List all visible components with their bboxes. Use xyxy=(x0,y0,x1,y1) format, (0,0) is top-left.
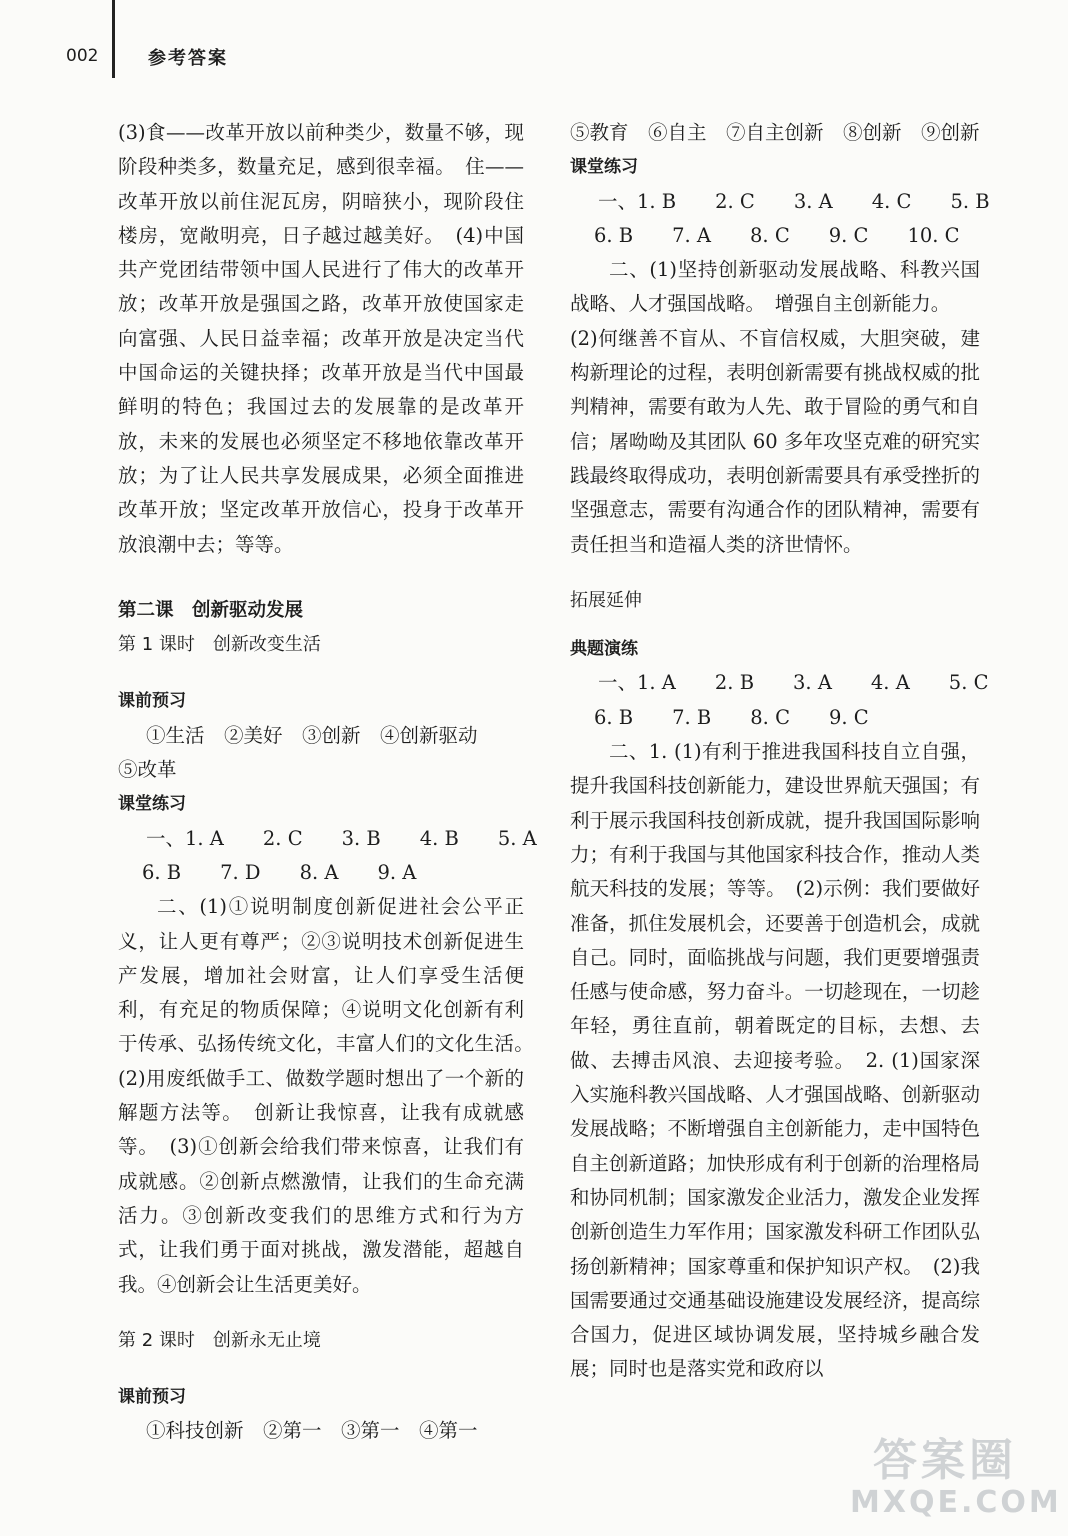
watermark-text: 答案圈 xyxy=(873,1435,1017,1486)
answer-row: ⑤改革 xyxy=(118,758,177,782)
extension-title: 拓展延伸 xyxy=(570,589,642,611)
answer-paragraph: (3)食——改革开放以前种类少，数量不够，现阶段种类多，数量充足，感到很幸福。 住——改革开放以前住泥瓦房，阴暗狭小，现阶段住楼房，宽敞明亮，日子越过越美好。 (4)中国共产党团结带领中国人民进行了伟大的改革开放；改革开放是强国之路，改革开放使国家走向富强、人民日益幸福；改革开放是决定当代中国命运的关键抉择；改革开放是当代中国最鲜明的特色；我国过去的发展靠的是改革开放，未来的发展也必须坚定不移地依靠改革开放；为了让人民共享发展成果，必须全面推进改革开放；坚定改革开放信心，投身于改革开放浪潮中去；等等。 xyxy=(118,121,524,556)
left-column xyxy=(118,116,544,1449)
watermark-logo xyxy=(850,1435,1062,1526)
page-header-title: 参考答案 xyxy=(148,48,228,69)
answer-paragraph: 二、(1)①说明制度创新促进社会公平正义，让人更有尊严；②③说明技术创新促进生产发展，增加社会财富，让人们享受生活便利，有充足的物质保障；④说明文化创新有利于传承、弘扬传统文化，丰富人们的文化生活。 (2)用废纸做手工、做数学题时想出了一个新的解题方法等。 创新让我惊喜，让我有成就感等。 (3)①创新会给我们带来惊喜，让我们有成就感。②创新点燃激情，让我们的生命充满活力。③创新改变我们的思维方式和行为方式，让我们勇于面对挑战，激发潜能，超越自我。④创新会让生活更美好。 xyxy=(118,895,544,1296)
answer-row: ⑤教育 ⑥自主 ⑦自主创新 ⑧创新 ⑨创新 xyxy=(570,121,980,144)
right-column xyxy=(570,116,990,1387)
section-label: 课堂练习 xyxy=(118,794,186,815)
page-number: 002 xyxy=(66,46,99,66)
period-title: 第 2 课时 创新永无止境 xyxy=(118,1329,321,1351)
answer-paragraph: (2)何继善不盲从、不盲信权威，大胆突破，建构新理论的过程，表明创新需要有挑战权威的批判精神，需要有敢为人先、敢于冒险的勇气和自信；屠呦呦及其团队 60 多年攻坚克难的研究实践最终取得成功，表明创新需要具有承受挫折的坚强意志，需要有沟通合作的团队精神，需要有责任担当和造福人类的济世情怀。 xyxy=(570,326,980,556)
answer-row: ①科技创新 ②第一 ③第一 ④第一 xyxy=(146,1419,478,1443)
watermark-url: MXQE.COM xyxy=(850,1485,1062,1520)
section-label: 典题演练 xyxy=(570,639,638,660)
section-label: 课前预习 xyxy=(118,691,186,712)
answer-row: 一、1. B 2. C 3. A 4. C 5. B xyxy=(598,189,990,213)
answer-row: 6. B 7. B 8. C 9. C xyxy=(594,705,869,729)
section-label: 课堂练习 xyxy=(570,157,638,178)
answer-paragraph: 二、1. (1)有利于推进我国科技自立自强，提升我国科技创新能力，建设世界航天强国；有利于展示我国科技创新成就，提升我国国际影响力；有利于我国与其他国家科技合作，推动人类航天科技的发展；等等。 (2)示例：我们要做好准备，抓住发展机会，还要善于创造机会，成就自己。同时，面临挑战与问题，我们更要增强责任感与使命感，努力奋斗。一切趁现在，一切趁年轻，勇往直前，朝着既定的目标，去想、去做、去搏击风浪、去迎接考验。 2. (1)国家深入实施科教兴国战略、人才强国战略、创新驱动发展战略；不断增强自主创新能力，走中国特色自主创新道路；加快形成有利于创新的治理格局和协同机制；国家激发企业活力，激发企业发挥创新创造生力军作用；国家激发科研工作团队弘扬创新精神；国家尊重和保护知识产权。 (2)我国需要通过交通基础设施建设发展经济，提高综合国力，促进区域协调发展，坚持城乡融合发展；同时也是落实党和政府以 xyxy=(570,740,980,1381)
lesson-title: 第二课 创新驱动发展 xyxy=(118,599,304,621)
answer-row: 6. B 7. A 8. C 9. C 10. C xyxy=(594,223,960,247)
answer-row: 一、1. A 2. C 3. B 4. B 5. A xyxy=(146,826,537,850)
answer-row: 一、1. A 2. B 3. A 4. A 5. C xyxy=(598,671,989,695)
answer-row: 6. B 7. D 8. A 9. A xyxy=(142,860,417,884)
answer-row: ①生活 ②美好 ③创新 ④创新驱动 xyxy=(146,723,478,747)
header-divider xyxy=(112,0,115,78)
answer-paragraph: 二、(1)坚持创新驱动发展战略、科教兴国战略、人才强国战略。 增强自主创新能力。 xyxy=(570,258,980,316)
period-title: 第 1 课时 创新改变生活 xyxy=(118,634,321,656)
section-label: 课前预习 xyxy=(118,1387,186,1408)
